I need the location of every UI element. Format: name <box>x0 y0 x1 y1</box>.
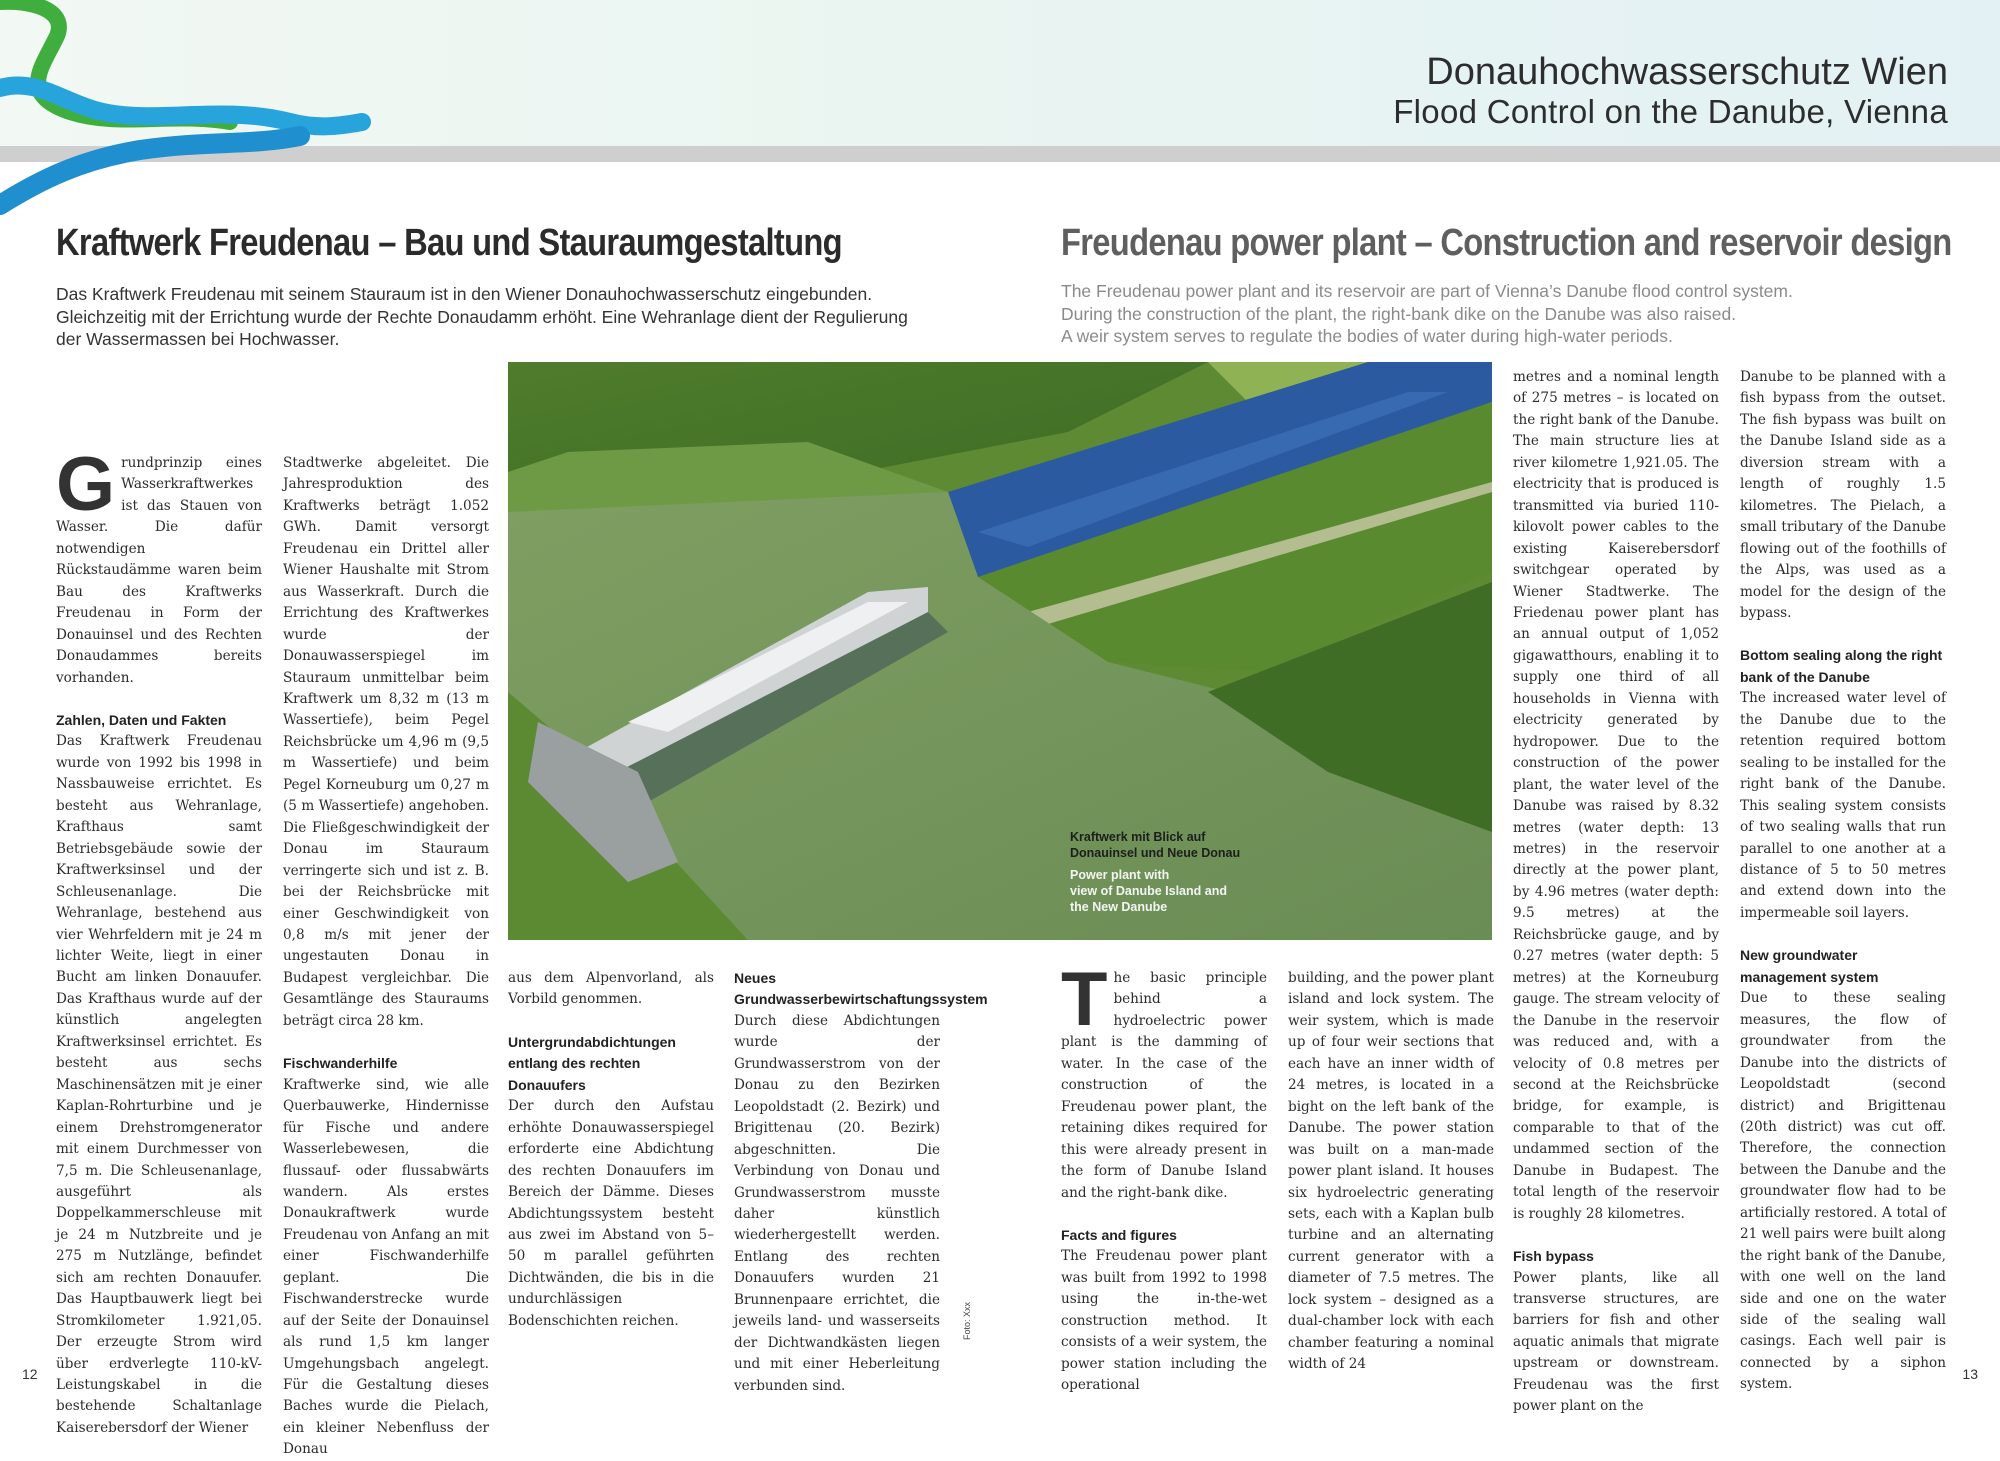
fish-paragraph-en: Power plants, like all transverse structures, are barriers for fish and other aquatic animals that migrate upstream or downstream. Freudenau was the first power plant on the <box>1513 1269 1719 1415</box>
caption-en-line: the New Danube <box>1070 900 1168 914</box>
dropcap-en: T <box>1061 957 1108 1042</box>
text-column-en-1 <box>1061 957 1267 1397</box>
danube-wave-logo <box>0 0 380 215</box>
page-number-right: 13 <box>1962 1366 1978 1382</box>
header-title <box>1393 52 1948 132</box>
heading-de: Kraftwerk Freudenau – Bau und Stauraumgestaltung <box>56 222 842 264</box>
caption-en-line: view of Danube Island and <box>1070 884 1227 898</box>
lead-en-line: A weir system serves to regulate the bodies of water during high-water periods. <box>1061 326 1673 346</box>
lead-de-line: der Wassermassen bei Hochwasser. <box>56 329 340 349</box>
fish-heading-de: Fischwanderhilfe <box>283 1055 398 1072</box>
lead-de-line: Das Kraftwerk Freudenau mit seinem Stauraum ist in den Wiener Donauhochwasserschutz eingebunden. <box>56 284 873 304</box>
lead-en-line: The Freudenau power plant and its reservoir are part of Vienna’s Danube flood control system. <box>1061 281 1793 301</box>
fish-heading-en: Fish bypass <box>1513 1248 1594 1265</box>
facts-paragraph-de-2: Stadtwerke abgeleitet. Die Jahresproduktion des Kraftwerks beträgt 1.052 GWh. Damit versorgt Freudenau ein Drittel aller Wiener Haushalte mit Strom aus Wasserkraft. Durch die Errichtung des Kraftwerkes wurde der Donauwasserspiegel im Stauraum unmittelbar beim Kraftwerk um 8,32 m (13 m Wassertiefe), beim Pegel Reichsbrücke um 4,96 m (9,5 m Wassertiefe) und beim Pegel Korneuburg um 0,27 m (5 m Wassertiefe) angehoben. Die Fließgeschwindigkeit der Donau im Stauraum verringerte sich und ist z. B. bei der Reichsbrücke mit einer Geschwindigkeit von 0,8 m/s mit jener der ungestauten Donau in Budapest vergleichbar. Die Gesamtlänge des Stauraums beträgt circa 28 km. <box>283 455 489 1029</box>
seal-paragraph-de: Der durch den Aufstau erhöhte Donauwasserspiegel erforderte eine Abdichtung des rechten Donauufers im Bereich der Dämme. Dieses Abdichtungssystem besteht aus zwei im Abstand von 5–50 m parallel geführten Dichtwänden, die bis in die undurchlässigen Bodenschichten reichen. <box>508 1098 714 1329</box>
seal-heading-en: Bottom sealing along the right bank of the Danube <box>1740 647 1943 685</box>
page-number-left: 12 <box>22 1366 38 1382</box>
caption-en-line: Power plant with <box>1070 868 1170 882</box>
facts-paragraph-de-1: Das Kraftwerk Freudenau wurde von 1992 bis 1998 in Nassbauweise errichtet. Es besteht aus Wehranlage, Krafthaus samt Betriebsgebäude sowie der Kraftwerksinsel und der Schleusenanlage. Die Wehranlage, bestehend aus vier Wehrfeldern mit je 24 m lichter Weite, liegt in einer Bucht am linken Donauufer. Das Krafthaus wurde auf der künstlich angelegten Kraftwerksinsel errichtet. Es besteht aus sechs Maschinensätzen mit je einer Kaplan-Rohrturbine und je einem Drehstromgenerator mit einem Durchmesser von 7,5 m. Die Schleusenanlage, ausgeführt als Doppelkammerschleuse mit je 24 m Nutzbreite und je 275 m Nutzlänge, befindet sich am rechten Donauufer. Das Hauptbauwerk liegt bei Stromkilometer 1.921,05. Der erzeugte Strom wird über erdverlegte 110-kV-Leistungskabel in die bestehende Schaltanlage Kaiserebersdorf der Wiener <box>56 733 262 1436</box>
groundwater-paragraph-de: Durch diese Abdichtungen wurde der Grundwasserstrom von der Donau zu den Bezirken Leopoldstadt (2. Bezirk) und Brigittenau (20. Bezirk) abgeschnitten. Die Verbindung von Donau und Grundwasserstrom musste daher künstlich wiederhergestellt werden. Entlang des rechten Donauufers wurden 21 Brunnenpaare errichtet, die jeweils land- und wasserseits der Dichtwandkästen liegen und mit einer Heberleitung verbunden sind. <box>734 1012 940 1394</box>
heading-en: Freudenau power plant – Construction and reservoir design <box>1061 222 1952 264</box>
intro-text-de: rundprinzip eines Wasserkraftwerkes ist das Stauen von Wasser. Die dafür notwendigen Rückstaudämme waren beim Bau des Kraftwerks Freudenau in Form der Donauinsel und des Rechten Donaudammes bereits vorhanden. <box>56 455 262 686</box>
fish-paragraph-de: Kraftwerke sind, wie alle Querbauwerke, Hindernisse für Fische und andere Wasserlebewesen, die flussauf- oder flussabwärts wandern. Als erstes Donaukraftwerk wurde Freudenau von Anfang an mit einer Fischwanderhilfe geplant. Die Fischwanderstrecke wurde auf der Seite der Donauinsel als rund 1,5 km langer Umgehungsbach angelegt. Für die Gestaltung dieses Baches wurde die Pielach, ein kleiner Nebenfluss der Donau <box>283 1076 489 1458</box>
facts-paragraph-en-2: building, and the power plant island and lock system. The weir system, which is made up of four weir sections that each have an inner width of 24 metres, is located in a bight on the left bank of the Danube. The power station was built on a man-made power plant island. It houses six hydroelectric generating sets, each with a Kaplan bulb turbine and an alternating current generator with a diameter of 7.5 metres. The lock system – designed as a dual-chamber lock with each chamber featuring a nominal width of 24 <box>1288 970 1494 1373</box>
facts-paragraph-en-3: metres and a nominal length of 275 metres – is located on the right bank of the Danube. The main structure lies at river kilometre 1,921.05. The electricity that is produced is transmitted via buried 110-kilovolt power cables to the existing Kaiserebersdorf switchgear operated by Wiener Stadtwerke. The Friedenau power plant has an annual output of 1,052 gigawatthours, enabling it to supply one third of all households in Vienna with electricity generated by hydropower. Due to the construction of the power plant, the water level of the Danube was raised by 8.32 metres (water depth: 13 metres) in the reservoir directly at the power plant, by 4.96 metres (water depth: 9.5 metres) at the Reichsbrücke gauge, and by 0.27 metres (water depth: 5 metres) at the Korneuburg gauge. The stream velocity of the Danube in the reservoir was reduced and, with a velocity of 0.8 metres per second at the Reichsbrücke bridge, for example, is comparable to that of the undammed section of the Danube in Budapest. The total length of the reservoir is roughly 28 kilometres. <box>1513 369 1719 1222</box>
caption-de-line: Donauinsel und Neue Donau <box>1070 846 1241 860</box>
header-title-de: Donauhochwasserschutz Wien <box>1426 51 1948 93</box>
facts-paragraph-en-1: The Freudenau power plant was built from 1992 to 1998 using the in-the-wet construction method. It consists of a weir system, the power station including the operational <box>1061 1248 1267 1394</box>
aerial-photo <box>508 362 1492 940</box>
text-column-en-4 <box>1740 367 1946 1396</box>
wave-blue-stroke-2 <box>0 136 300 205</box>
fish-paragraph-de-cont: aus dem Alpenvorland, als Vorbild genommen. <box>508 970 714 1008</box>
caption-en <box>1070 867 1240 915</box>
wave-green-stroke <box>0 2 230 122</box>
text-column-de-1 <box>56 442 262 1439</box>
caption-de <box>1070 829 1240 861</box>
groundwater-paragraph-en: Due to these sealing measures, the flow of groundwater from the Danube into the districts of Leopoldstadt (second district) and Brigittenau (20th district) was cut off. Therefore, the connection between the Danube and the groundwater flow had to be artificially restored. A total of 21 well pairs were built along the right bank of the Danube, with one well on the land side and one on the water side of the sealing wall casings. Each well pair is connected by a siphon system. <box>1740 990 1946 1393</box>
text-column-en-2 <box>1288 968 1494 1376</box>
seal-paragraph-en: The increased water level of the Danube due to the retention required bottom sealing to be installed for the right bank of the Danube. This sealing system consists of two sealing walls that run parallel to one another at a distance of 5 to 50 metres and extend down into the impermeable soil layers. <box>1740 690 1946 921</box>
text-column-en-3 <box>1513 367 1719 1418</box>
facts-heading-en: Facts and figures <box>1061 1226 1177 1243</box>
photo-credit: Foto: Xxx <box>962 1301 972 1340</box>
lead-en <box>1061 280 1961 348</box>
intro-paragraph-de <box>56 442 262 689</box>
fish-paragraph-en-cont: Danube to be planned with a fish bypass from the outset. The fish bypass was built on the Danube Island side as a diversion stream with a length of roughly 1.5 kilometres. The Pielach, a small tributary of the Danube flowing out of the foothills of the Alps, was used as a model for the design of the bypass. <box>1740 369 1946 621</box>
aerial-photo-illustration <box>508 362 1492 940</box>
photo-caption <box>1070 829 1240 915</box>
lead-de-line: Gleichzeitig mit der Errichtung wurde der Rechte Donaudamm erhöht. Eine Wehranlage dient der Regulierung <box>56 306 908 327</box>
header-title-en: Flood Control on the Danube, Vienna <box>1393 93 1948 130</box>
text-column-de-3 <box>508 968 714 1332</box>
seal-heading-de: Untergrundabdichtungen entlang des rechten Donauufers <box>508 1033 676 1093</box>
caption-de-line: Kraftwerk mit Blick auf <box>1070 830 1206 844</box>
intro-text-en: he basic principle behind a hydroelectric power plant is the damming of water. In the case of the construction of the Freudenau power plant, the retaining dikes required for this were already present in the form of Danube Island and the right-bank dike. <box>1061 970 1267 1201</box>
dropcap-de: G <box>56 442 116 527</box>
groundwater-heading-de: Neues Grundwasserbewirtschaftungssystem <box>734 970 988 1008</box>
facts-heading-de: Zahlen, Daten und Fakten <box>56 711 227 728</box>
lead-de <box>56 283 936 351</box>
intro-paragraph-en <box>1061 957 1267 1204</box>
text-column-de-2 <box>283 453 489 1461</box>
lead-en-line: During the construction of the plant, the right-bank dike on the Danube was also raised. <box>1061 303 1737 324</box>
groundwater-heading-en: New groundwater management system <box>1740 947 1879 985</box>
